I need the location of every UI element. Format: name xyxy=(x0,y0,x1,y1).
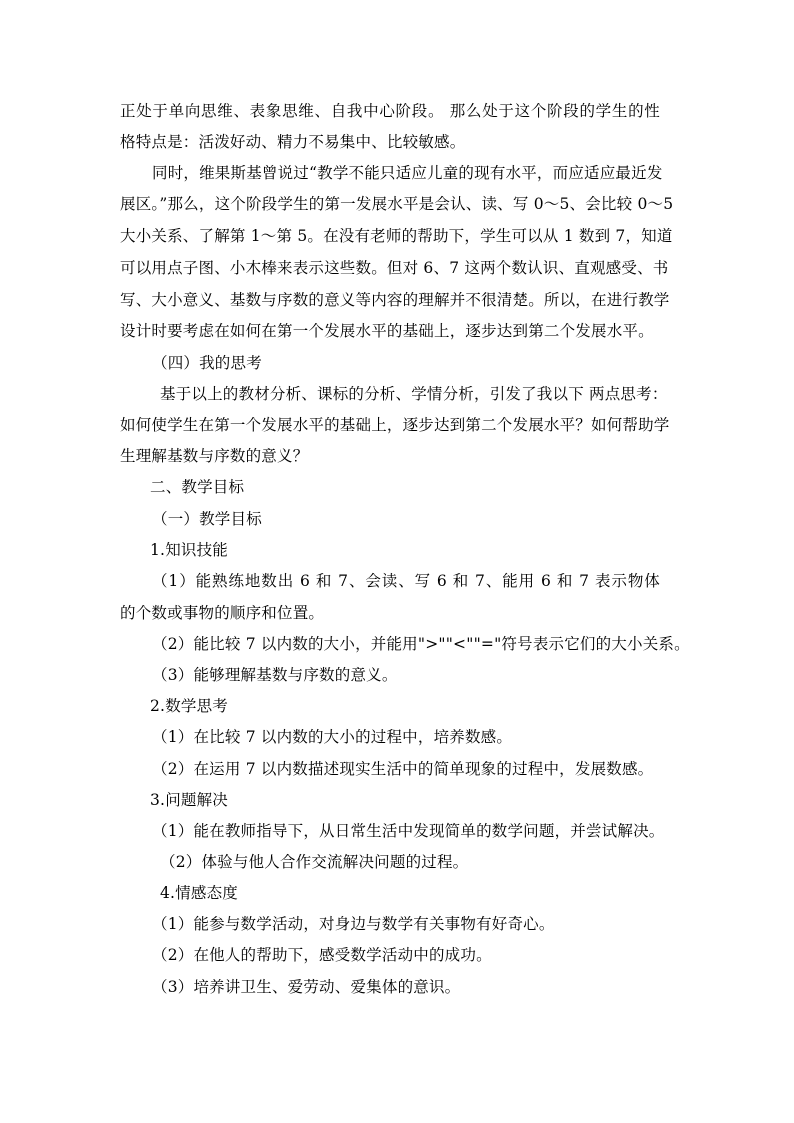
list-item: （1）在比较 7 以内数的大小的过程中，培养数感。 xyxy=(152,728,513,746)
subsection-heading: 3.问题解决 xyxy=(150,791,228,809)
list-item-continuation: 的个数或事物的顺序和位置。 xyxy=(120,604,325,622)
list-item: （2）在他人的帮助下，感受数学活动中的成功。 xyxy=(152,946,492,964)
paragraph-line: 格特点是：活泼好动、精力不易集中、比较敏感。 xyxy=(120,133,466,151)
section-heading: （一）教学目标 xyxy=(152,510,262,528)
list-item: （1）能熟练地数出 6 和 7、会读、写 6 和 7、能用 6 和 7 表示物体 xyxy=(152,572,660,590)
paragraph-line: 大小关系、了解第 1～第 5。在没有老师的帮助下，学生可以从 1 数到 7，知道 xyxy=(120,227,673,245)
list-item: （2）体验与他人合作交流解决问题的过程。 xyxy=(160,853,469,871)
subsection-heading: 4.情感态度 xyxy=(160,884,238,902)
section-heading: （四）我的思考 xyxy=(152,354,262,372)
subsection-heading: 2.数学思考 xyxy=(150,697,228,715)
list-item: （1）能参与数学活动，对身边与数学有关事物有好奇心。 xyxy=(152,915,555,933)
paragraph-line: 同时，维果斯基曾说过“教学不能只适应儿童的现有水平，而应适应最近发 xyxy=(152,164,663,182)
list-item: （2）能比较 7 以内数的大小，并能用">""<""="符号表示它们的大小关系。 xyxy=(152,635,690,653)
paragraph-line: 如何使学生在第一个发展水平的基础上，逐步达到第二个发展水平？如何帮助学 xyxy=(120,416,670,434)
paragraph-line: 生理解基数与序数的意义？ xyxy=(120,447,309,465)
paragraph-line: 正处于单向思维、表象思维、自我中心阶段。 那么处于这个阶段的学生的性 xyxy=(120,102,660,120)
paragraph-line: 可以用点子图、小木棒来表示这些数。但对 6、7 这两个数认识、直观感受、书 xyxy=(120,259,669,277)
paragraph-line: 展区。”那么，这个阶段学生的第一发展水平是会认、读、写 0～5、会比较 0～5 xyxy=(120,195,674,213)
list-item: （3）培养讲卫生、爱劳动、爱集体的意识。 xyxy=(152,978,461,996)
list-item: （2）在运用 7 以内数描述现实生活中的简单现象的过程中，发展数感。 xyxy=(152,760,654,778)
list-item: （3）能够理解基数与序数的意义。 xyxy=(152,666,398,684)
list-item: （1）能在教师指导下，从日常生活中发现简单的数学问题，并尝试解决。 xyxy=(152,822,665,840)
subsection-heading: 1.知识技能 xyxy=(150,541,228,559)
paragraph-line: 写、大小意义、基数与序数的意义等内容的理解并不很清楚。所以，在进行教学 xyxy=(120,291,670,309)
paragraph-line: 基于以上的教材分析、课标的分析、学情分析，引发了我以下 两点思考： xyxy=(160,385,668,403)
section-heading: 二、教学目标 xyxy=(150,478,245,496)
paragraph-line: 设计时要考虑在如何在第一个发展水平的基础上，逐步达到第二个发展水平。 xyxy=(120,322,654,340)
